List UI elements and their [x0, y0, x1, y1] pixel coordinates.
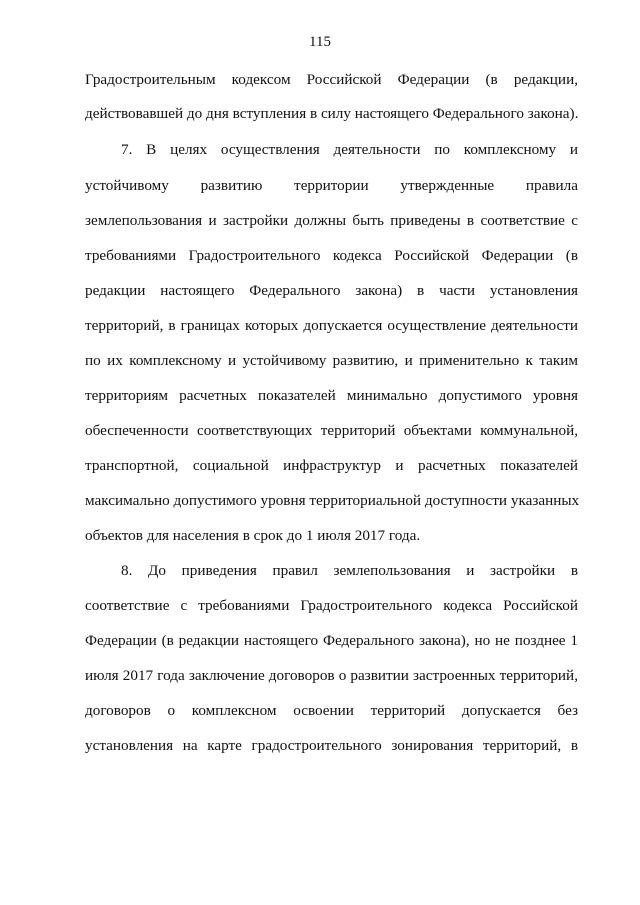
text-line: действовавшей до дня вступления в силу настоящего Федерального закона).	[85, 105, 579, 122]
text-line: обеспеченности соответствующих территорий объектами коммунальной,	[85, 422, 578, 439]
paragraph-7-first-line: 7. В целях осуществления деятельности по комплексному и	[121, 141, 578, 158]
text-line: землепользования и застройки должны быть приведены в соответствие с	[85, 212, 578, 229]
text-line: установления на карте градостроительного зонирования территорий, в	[85, 737, 578, 754]
text-line: редакции настоящего Федерального закона) в части установления	[85, 282, 578, 299]
text-line: транспортной, социальной инфраструктур и расчетных показателей	[85, 457, 578, 474]
text-line: соответствие с требованиями Градостроительного кодекса Российской	[85, 597, 578, 614]
text-line: Градостроительным кодексом Российской Федерации (в редакции,	[85, 71, 578, 88]
text-line: договоров о комплексном освоении территорий допускается без	[85, 702, 578, 719]
page-number: 115	[309, 34, 331, 50]
text-line: Федерации (в редакции настоящего Федерального закона), но не позднее 1	[85, 632, 578, 649]
text-line: объектов для населения в срок до 1 июля 2017 года.	[85, 527, 421, 544]
text-line: максимально допустимого уровня территориальной доступности указанных	[85, 492, 580, 509]
text-line: по их комплексному и устойчивому развитию, и применительно к таким	[85, 352, 578, 369]
paragraph-8-first-line: 8. До приведения правил землепользования и застройки в	[121, 562, 578, 579]
text-line: требованиями Градостроительного кодекса Российской Федерации (в	[85, 247, 578, 264]
text-line: территориям расчетных показателей минимально допустимого уровня	[85, 387, 578, 404]
text-line: июля 2017 года заключение договоров о развитии застроенных территорий,	[85, 667, 578, 684]
text-line: территорий, в границах которых допускается осуществление деятельности	[85, 317, 578, 334]
text-line: устойчивому развитию территории утвержденные правила	[85, 177, 578, 194]
